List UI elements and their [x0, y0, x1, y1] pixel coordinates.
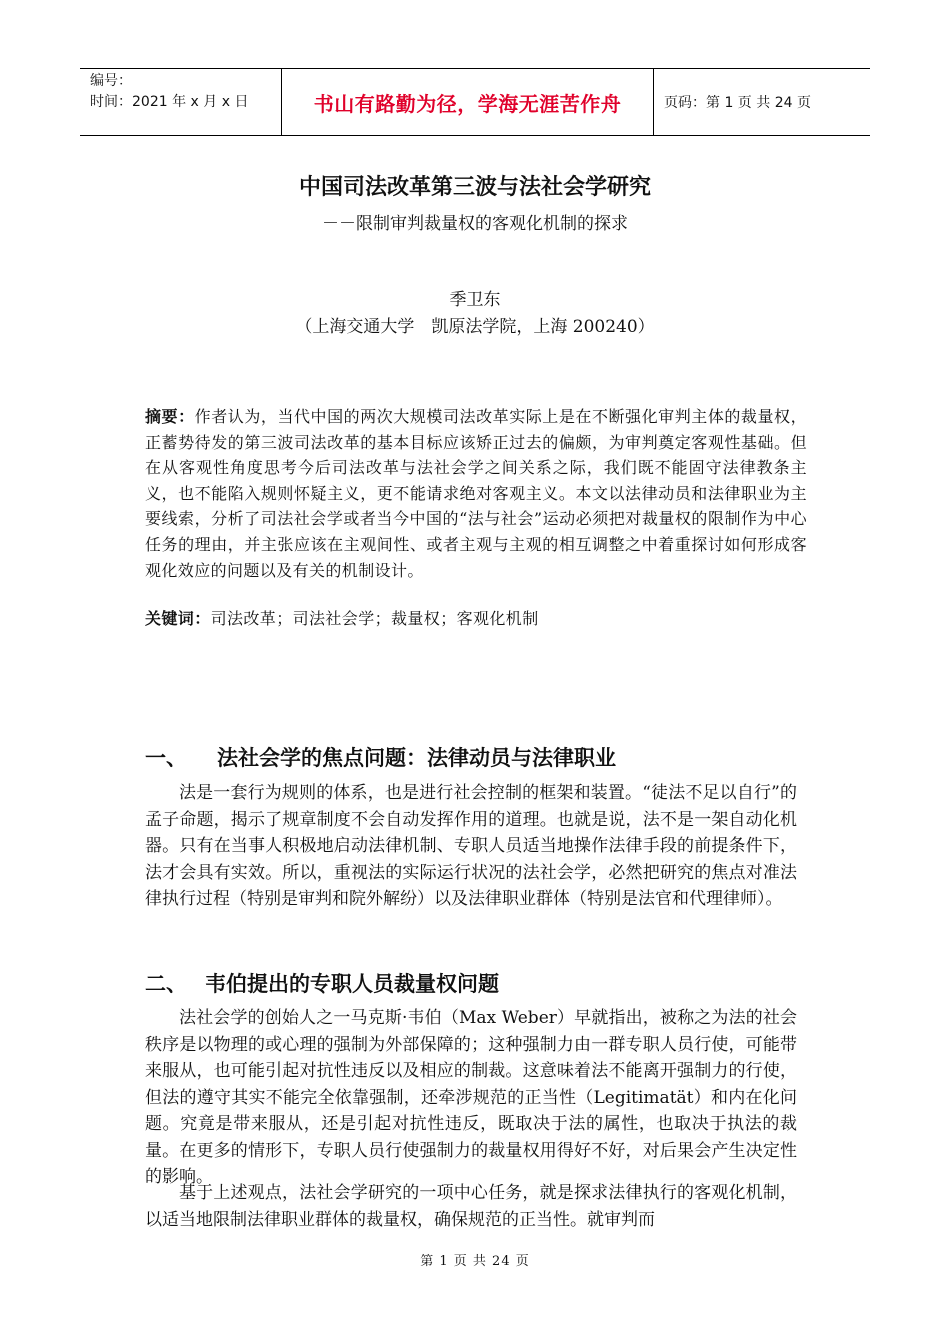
abstract	[145, 404, 807, 583]
abstract-text: 作者认为，当代中国的两次大规模司法改革实际上是在不断强化审判主体的裁量权，正蓄势待发的第三波司法改革的基本目标应该矫正过去的偏颇，为审判奠定客观性基础。但在从客观性角度思考今后司法改革与法社会学之间关系之际，我们既不能固守法律教条主义，也不能陷入规则怀疑主义，更不能请求绝对客观主义。本文以法律动员和法律职业为主要线索，分析了司法社会学或者当今中国的“法与社会”运动必须把对裁量权的限制作为中心任务的理由，并主张应该在主观间性、或者主观与主观的相互调整之中着重探讨如何形成客观化效应的问题以及有关的机制设计。	[145, 407, 807, 580]
section-1-paragraph: 法是一套行为规则的体系，也是进行社会控制的框架和装置。“徒法不足以自行”的孟子命题，揭示了规章制度不会自动发挥作用的道理。也就是说，法不是一架自动化机器。只有在当事人积极地启动法律机制、专职人员适当地操作法律手段的前提条件下，法才会具有实效。所以，重视法的实际运行状况的法社会学，必然把研究的焦点对准法律执行过程（特别是审判和院外解纷）以及法律职业群体（特别是法官和代理律师）。	[145, 783, 797, 909]
article-subtitle: －－限制审判裁量权的客观化机制的探求	[322, 214, 628, 234]
header-table	[80, 68, 870, 136]
article-affiliation: （上海交通大学 凯原法学院，上海 200240）	[295, 317, 655, 337]
section-1-title: 法社会学的焦点问题：法律动员与法律职业	[217, 746, 616, 770]
section-2-heading	[145, 968, 499, 998]
keywords-text: 司法改革；司法社会学；裁量权；客观化机制	[210, 609, 539, 628]
keywords	[145, 606, 807, 632]
time-label: 时间：2021 年 x 月 x 日	[90, 94, 249, 110]
abstract-label: 摘要：	[145, 407, 195, 426]
section-1-heading	[145, 742, 616, 772]
page-footer: 第 1 页 共 24 页	[420, 1254, 530, 1269]
section-2-paragraph-1: 法社会学的创始人之一马克斯·韦伯（Max Weber）早就指出，被称之为法的社会秩序是以物理的或心理的强制为外部保障的；这种强制力由一群专职人员行使，可能带来服从，也可能引起对抗性违反以及相应的制裁。这意味着法不能离开强制力的行使，但法的遵守其实不能完全依靠强制，还牵涉规范的正当性（Legitimatät）和内在化问题。究竟是带来服从，还是引起对抗性违反，既取决于法的属性，也取决于执法的裁量。在更多的情形下，专职人员行使强制力的裁量权用得好不好，对后果会产生决定性的影响。	[145, 1008, 797, 1187]
header-page-info: 页码：第 1 页 共 24 页	[664, 95, 811, 111]
article-title: 中国司法改革第三波与法社会学研究	[298, 175, 651, 200]
section-1-number: 一、	[145, 746, 187, 770]
section-2-title: 韦伯提出的专职人员裁量权问题	[205, 972, 499, 996]
header-motto: 书山有路勤为径，学海无涯苦作舟	[282, 69, 654, 135]
article-author: 季卫东	[449, 290, 501, 310]
section-2-number: 二、	[145, 972, 187, 996]
number-label: 编号：	[90, 73, 132, 89]
keywords-label: 关键词：	[145, 609, 211, 628]
section-2-paragraph-2: 基于上述观点，法社会学研究的一项中心任务，就是探求法律执行的客观化机制，以适当地限制法律职业群体的裁量权，确保规范的正当性。就审判而	[145, 1183, 797, 1230]
header-meta-cell	[80, 69, 282, 135]
